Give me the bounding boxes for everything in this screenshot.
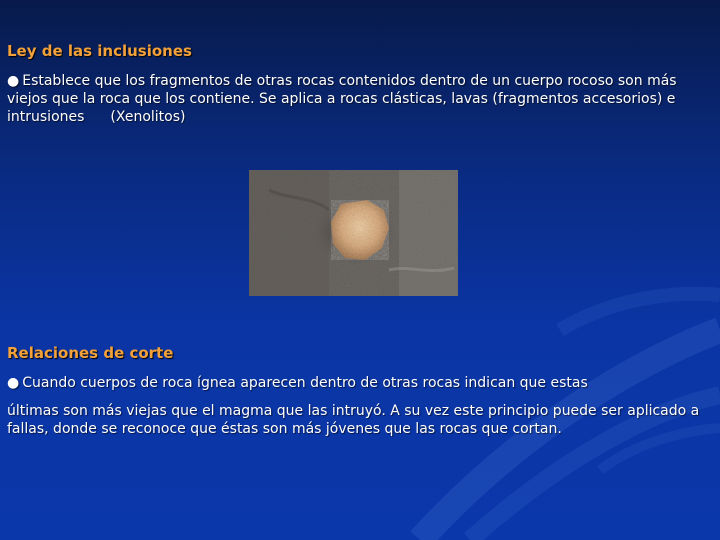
xenolith-rock-photo	[249, 170, 458, 296]
bullet-icon: ●	[7, 375, 20, 391]
section-heading-relaciones-corte: Relaciones de corte	[7, 344, 174, 362]
relaciones-paragraph-rest: últimas son más viejas que el magma que las intruyó. A su vez este principio puede ser aplicado a fallas, donde se reconoce que éstas son más jóvenes que las rocas que cortan.	[7, 403, 700, 437]
section-heading-inclusiones: Ley de las inclusiones	[7, 42, 192, 60]
relaciones-text-line1: Cuando cuerpos de roca ígnea aparecen dentro de otras rocas indican que estas	[22, 375, 588, 391]
inclusiones-text-tail: (Xenolitos)	[110, 109, 186, 125]
inclusiones-paragraph	[7, 72, 713, 126]
relaciones-paragraph-line1	[7, 374, 713, 392]
bullet-icon: ●	[7, 73, 20, 89]
inclusiones-text: Establece que los fragmentos de otras rocas contenidos dentro de un cuerpo rocoso son más viejos que la roca que los contiene. Se aplica a rocas clásticas, lavas (fragmentos accesorios) e intrusiones	[7, 73, 677, 125]
